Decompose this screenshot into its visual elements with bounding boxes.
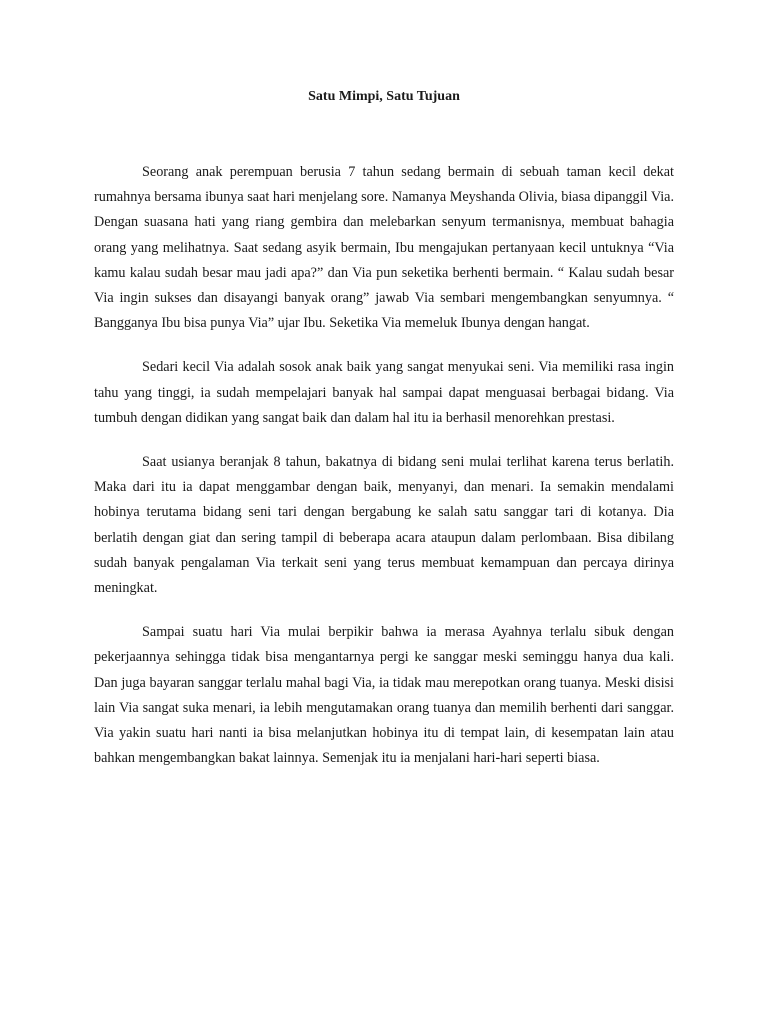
paragraph-2: Sedari kecil Via adalah sosok anak baik yang sangat menyukai seni. Via memiliki rasa ingin tahu yang tinggi, ia sudah mempelajari banyak hal sampai dapat menguasai berbagai bidang. Via tumbuh dengan didikan yang sangat baik dan dalam hal itu ia berhasil menorehkan prestasi. (94, 359, 674, 426)
paragraph-3: Saat usianya beranjak 8 tahun, bakatnya di bidang seni mulai terlihat karena terus berlatih. Maka dari itu ia dapat menggambar dengan baik, menyanyi, dan menari. Ia semakin mendalami hobinya terutama bidang seni tari dengan bergabung ke salah satu sanggar tari di kotanya. Dia berlatih dengan giat dan sering tampil di beberapa acara ataupun dalam perlombaan. Bisa dibilang sudah banyak pengalaman Via terkait seni yang terus membuat kemampuan dan percaya dirinya meningkat. (94, 454, 674, 597)
document-body (94, 160, 674, 790)
paragraph-4: Sampai suatu hari Via mulai berpikir bahwa ia merasa Ayahnya terlalu sibuk dengan pekerjaannya sehingga tidak bisa mengantarnya pergi ke sanggar meski seminggu hanya dua kali. Dan juga bayaran sanggar terlalu mahal bagi Via, ia tidak mau merepotkan orang tuanya. Meski disisi lain Via sangat suka menari, ia lebih mengutamakan orang tuanya dan memilih berhenti dari sanggar. Via yakin suatu hari nanti ia bisa melanjutkan hobinya itu di tempat lain, di kesempatan lain atau bahkan mengembangkan bakat lainnya. Semenjak itu ia menjalani hari-hari seperti biasa. (94, 624, 674, 767)
document-title: Satu Mimpi, Satu Tujuan (308, 89, 460, 104)
paragraph-1: Seorang anak perempuan berusia 7 tahun sedang bermain di sebuah taman kecil dekat rumahnya bersama ibunya saat hari menjelang sore. Namanya Meyshanda Olivia, biasa dipanggil Via. Dengan suasana hati yang riang gembira dan melebarkan senyum termanisnya, membuat bahagia orang yang melihatnya. Saat sedang asyik bermain, Ibu mengajukan pertanyaan kecil untuknya “Via kamu kalau sudah besar mau jadi apa?” dan Via pun seketika berhenti bermain. “ Kalau sudah besar Via ingin sukses dan disayangi banyak orang” jawab Via sembari mengembangkan senyumnya. “ Bangganya Ibu bisa punya Via” ujar Ibu. Seketika Via memeluk Ibunya dengan hangat. (94, 164, 674, 332)
